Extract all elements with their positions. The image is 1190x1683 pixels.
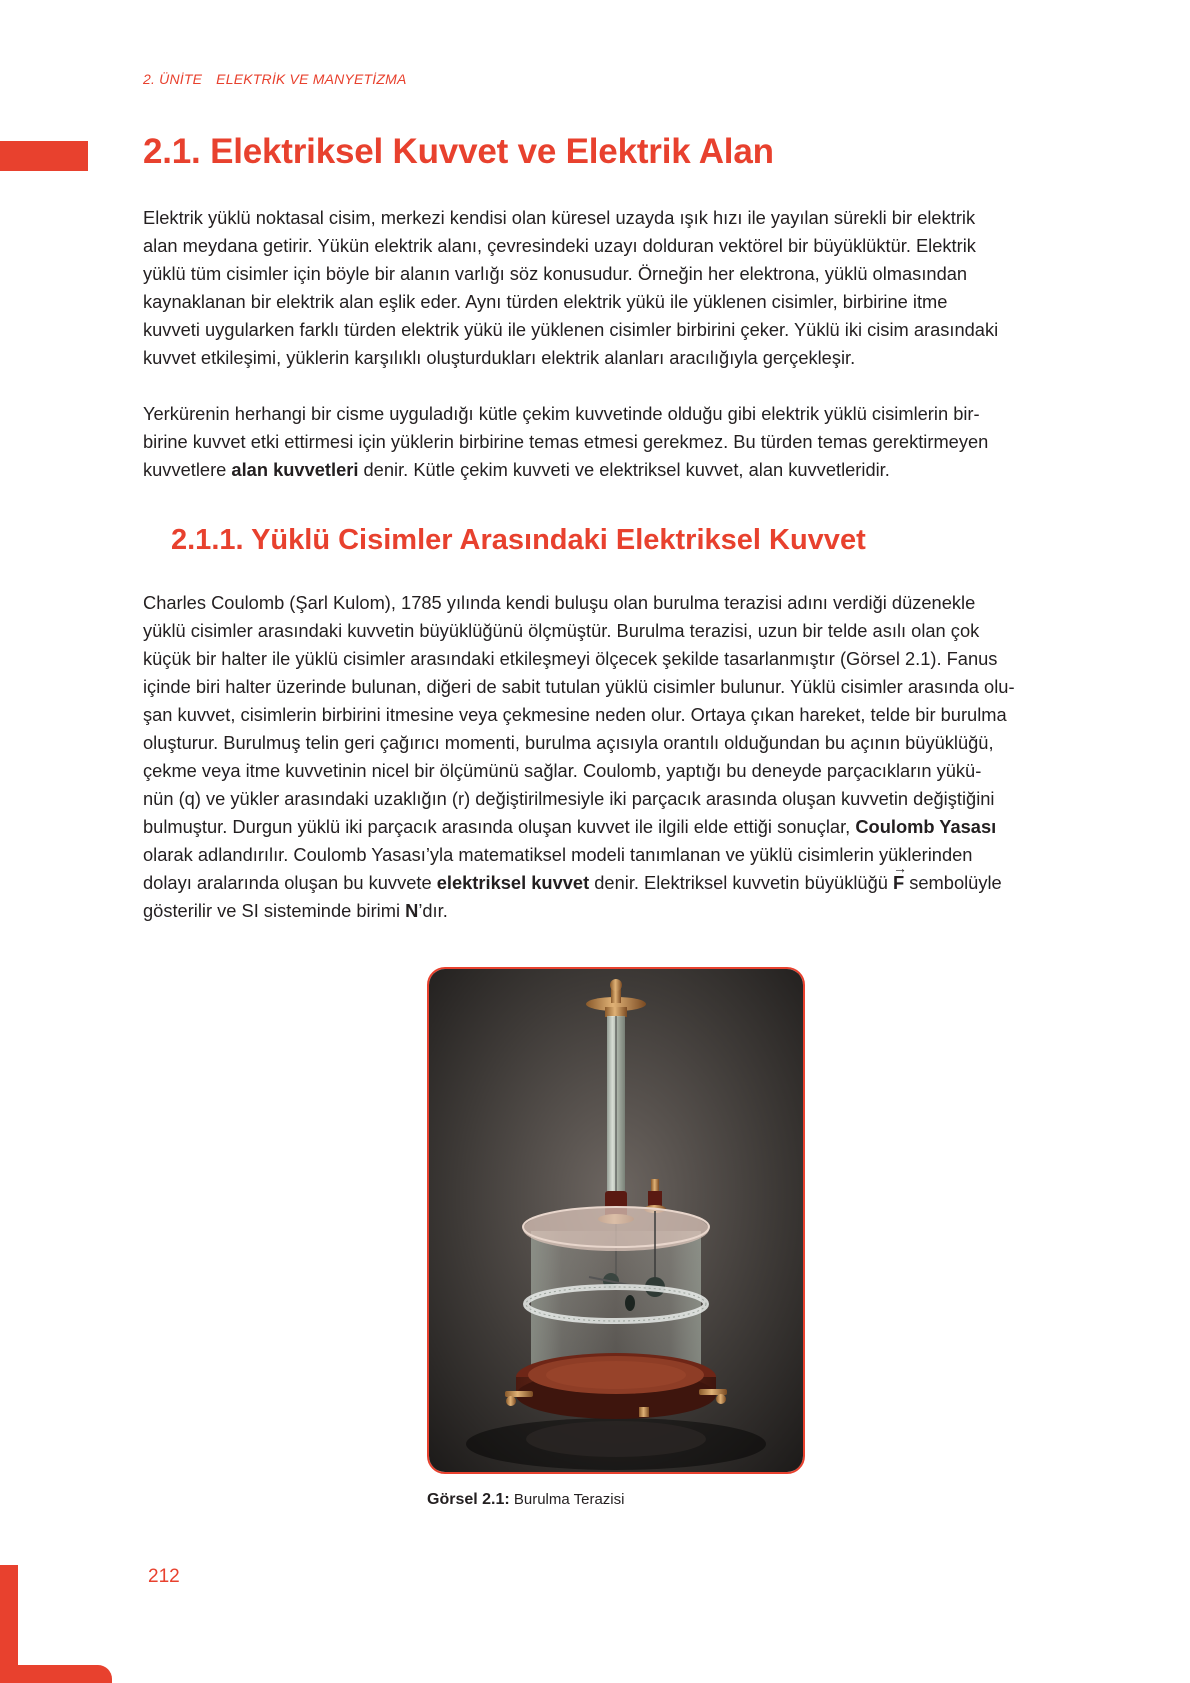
paragraph-line: kuvvet etkileşimi, yüklerin karşılıklı oluşturdukları elektrik alanları aracılığıyla gerçekleşir.: [143, 347, 856, 368]
text-run: ’dır.: [418, 900, 448, 921]
paragraph-line: küçük bir halter ile yüklü cisimler arasındaki etkileşmeyi ölçecek şekilde tasarlanmıştır (Görsel 2.1). Fanus: [143, 648, 998, 669]
figure-caption: [427, 1491, 624, 1509]
paragraph-electric-field: [143, 204, 1080, 372]
paragraph-line: kuvveti uygularken farklı türden elektrik yükü ile yüklenen cisimler birbirini çeker. Yüklü iki cisim arasındaki: [143, 319, 999, 340]
running-head-unit: 2. ÜNİTE: [143, 71, 203, 87]
text-run: sembolüyle: [904, 872, 1002, 893]
paragraph-line: yüklü cisimler arasındaki kuvvetin büyüklüğünü ölçmüştür. Burulma terazisi, uzun bir telde asılı olan çok: [143, 620, 980, 641]
unit-newton: N: [405, 900, 419, 921]
paragraph-line: Elektrik yüklü noktasal cisim, merkezi kendisi olan küresel uzayda ışık hızı ile yayılan sürekli bir elektrik: [143, 207, 976, 228]
paragraph-line: oluşturur. Burulmuş telin geri çağırıcı momenti, burulma açısıyla orantılı olduğundan bu açının büyüklüğü,: [143, 732, 994, 753]
paragraph-line: [143, 456, 1080, 484]
paragraph-line: şan kuvvet, cisimlerin birbirini itmesine veya çekmesine neden olur. Ortaya çıkan hareket, telde bir burulma: [143, 704, 1007, 725]
figure-caption-label: Görsel 2.1:: [427, 1491, 510, 1508]
paragraph-line: [143, 869, 1080, 897]
paragraph-line: alan meydana getirir. Yükün elektrik alanı, çevresindeki uzayı dolduran vektörel bir büyüklüktür. Elektrik: [143, 235, 976, 256]
figure-caption-text: Burulma Terazisi: [509, 1491, 625, 1508]
torsion-balance-figure: [427, 967, 805, 1474]
paragraph-line: içinde biri halter üzerinde bulunan, diğeri de sabit tutulan yüklü cisimler bulunur. Yüklü cisimler arasında olu-: [143, 676, 1015, 697]
force-vector-symbol: → F: [893, 869, 904, 897]
text-run: gösterilir ve SI sisteminde birimi: [143, 900, 406, 921]
running-head-title: ELEKTRİK VE MANYETİZMA: [216, 71, 407, 87]
paragraph-line: yüklü tüm cisimler için böyle bir alanın varlığı söz konusudur. Örneğin her elektrona, yüklü olmasından: [143, 263, 968, 284]
paragraph-line: birine kuvvet etki ettirmesi için yüklerin birbirine temas etmesi gerekmez. Bu türden temas gerektirmeyen: [143, 431, 989, 452]
term-elektriksel-kuvvet: elektriksel kuvvet: [436, 872, 590, 893]
text-run: dolayı aralarında oluşan bu kuvvete: [143, 872, 437, 893]
paragraph-line: Yerkürenin herhangi bir cisme uyguladığı kütle çekim kuvvetinde olduğu gibi elektrik yüklü cisimlerin bir-: [143, 403, 980, 424]
term-coulomb-yasasi: Coulomb Yasası: [855, 816, 997, 837]
text-run: kuvvetlere: [143, 459, 232, 480]
paragraph-line: Charles Coulomb (Şarl Kulom), 1785 yılında kendi buluşu olan burulma terazisi adını verdiği düzenekle: [143, 592, 976, 613]
paragraph-line: olarak adlandırılır. Coulomb Yasası’yla matematiksel modeli tanımlanan ve yüklü cisimlerin yüklerinden: [143, 844, 973, 865]
text-run: bulmuştur. Durgun yüklü iki parçacık arasında oluşan kuvvet ile ilgili elde ettiği sonuçlar,: [143, 816, 856, 837]
paragraph-field-forces: [143, 400, 1080, 484]
term-alan-kuvvetleri: alan kuvvetleri: [231, 459, 359, 480]
section-title: 2.1. Elektriksel Kuvvet ve Elektrik Alan: [143, 132, 774, 171]
page-number: 212: [148, 1566, 180, 1587]
paragraph-line: çekme veya itme kuvvetinin nicel bir ölçümünü sağlar. Coulomb, yaptığı bu deneyde parçacıkların yükü-: [143, 760, 982, 781]
corner-accent-horizontal: [0, 1665, 112, 1683]
section-accent-bar: [0, 141, 88, 171]
paragraph-line: nün (q) ve yükler arasındaki uzaklığın (r) değiştirilmesiyle iki parçacık arasında oluşan kuvvetin değiştiğini: [143, 788, 995, 809]
paragraph-line: [143, 897, 1080, 925]
paragraph-line: [143, 813, 1080, 841]
torsion-balance-illustration: [429, 969, 803, 1472]
running-head: [143, 71, 407, 87]
paragraph-line: kaynaklanan bir elektrik alan eşlik eder. Aynı türden elektrik yükü ile yüklenen cisimler, birbirine itme: [143, 291, 948, 312]
text-run: denir. Elektriksel kuvvetin büyüklüğü: [589, 872, 893, 893]
paragraph-coulomb: [143, 589, 1080, 925]
text-run: denir. Kütle çekim kuvveti ve elektriksel kuvvet, alan kuvvetleridir.: [358, 459, 890, 480]
subsection-title: 2.1.1. Yüklü Cisimler Arasındaki Elektriksel Kuvvet: [171, 524, 866, 556]
